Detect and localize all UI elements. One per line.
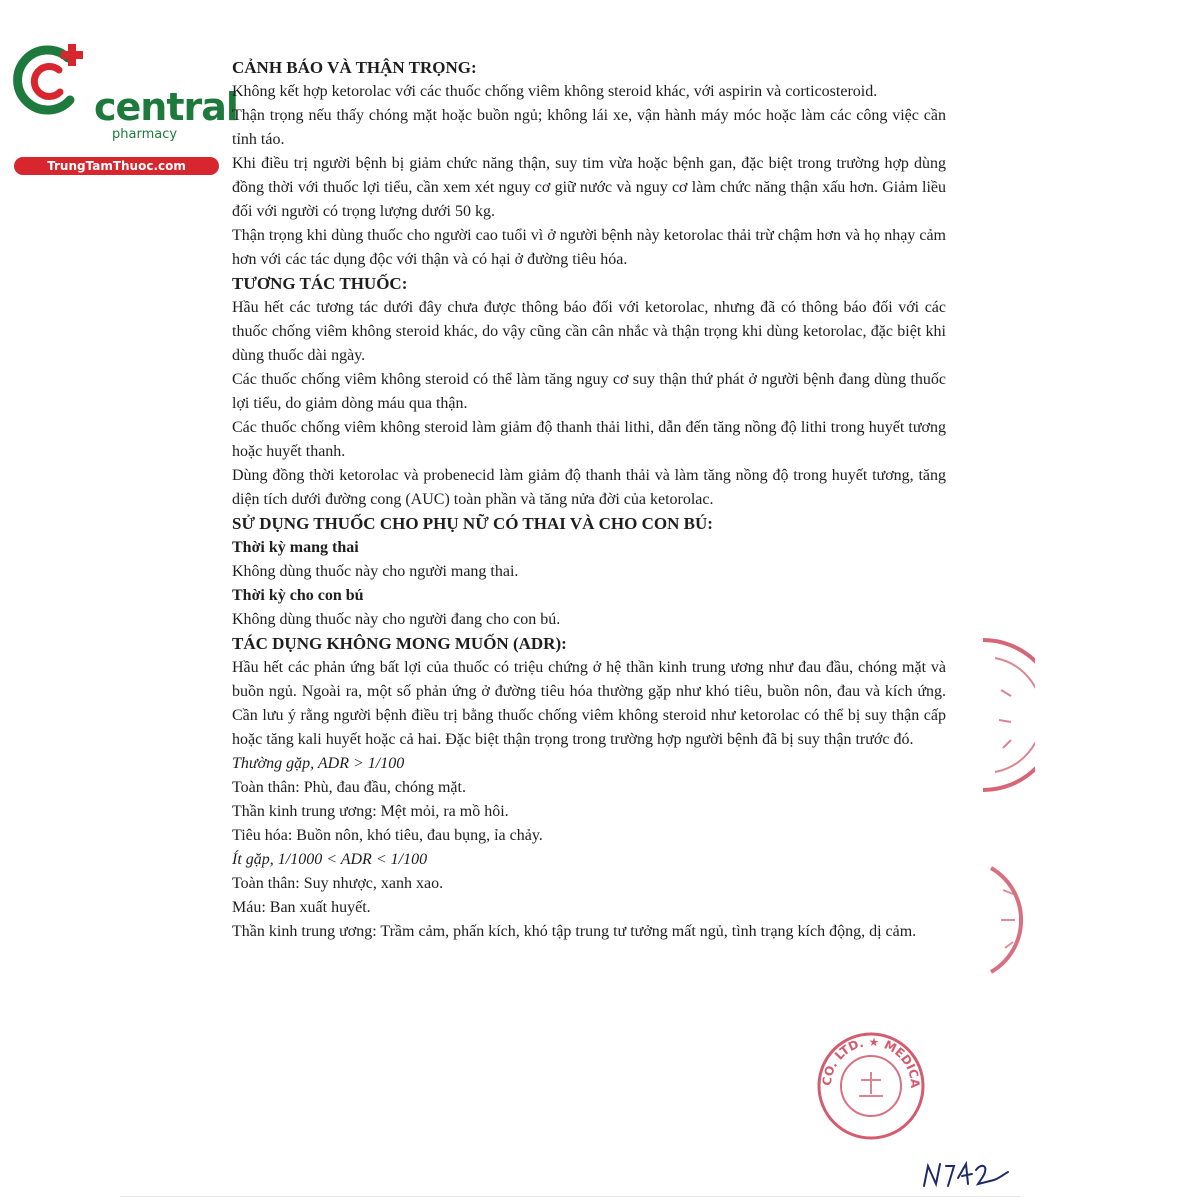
pharmacy-logo <box>10 40 238 173</box>
paragraph: Thận trọng nếu thấy chóng mặt hoặc buồn ngủ; không lái xe, vận hành máy móc hoặc làm các công việc cần tỉnh táo. <box>232 107 946 148</box>
frequency-label: Ít gặp, 1/1000 < ADR < 1/100 <box>232 851 428 868</box>
partial-seal-stamp-icon <box>985 860 1035 980</box>
paragraph: Các thuốc chống viêm không steroid làm giảm độ thanh thải lithi, dẫn đến tăng nồng độ lithi trong huyết tương hoặc huyết thanh. <box>232 419 946 460</box>
list-item: Thần kinh trung ương: Mệt mỏi, ra mồ hôi. <box>232 803 509 820</box>
paragraph: Không dùng thuốc này cho người đang cho con bú. <box>232 611 561 628</box>
section-heading: TƯƠNG TÁC THUỐC: <box>232 274 408 293</box>
logo-website-banner: TrungTamThuoc.com <box>14 157 219 175</box>
partial-seal-stamp-icon <box>975 630 1035 800</box>
paragraph: Không dùng thuốc này cho người mang thai. <box>232 563 519 580</box>
section-adverse-reactions <box>232 632 946 944</box>
paragraph: Hầu hết các tương tác dưới đây chưa được thông báo đối với ketorolac, nhưng đã có thông báo đối với các thuốc chống viêm không steroid khác, do vậy cũng cần cân nhắc và thận trọng khi dùng ketorolac, đặc biệt khi dùng thuốc dài ngày. <box>232 299 946 364</box>
section-interactions <box>232 272 946 512</box>
list-item: Toàn thân: Suy nhược, xanh xao. <box>232 875 444 892</box>
list-item: Toàn thân: Phù, đau đầu, chóng mặt. <box>232 779 466 796</box>
document-body <box>232 56 946 944</box>
seal-text: CO. LTD. ★ MEDICA <box>819 1034 923 1089</box>
paragraph: Dùng đồng thời ketorolac và probenecid làm giảm độ thanh thải và làm tăng nồng độ trong huyết tương, tăng diện tích dưới đường cong (AUC) toàn phần và tăng nửa đời của ketorolac. <box>232 467 946 508</box>
section-heading: TÁC DỤNG KHÔNG MONG MUỐN (ADR): <box>232 634 567 653</box>
list-item: Máu: Ban xuất huyết. <box>232 899 371 916</box>
logo-subtitle: pharmacy <box>112 127 178 142</box>
logo-mark-icon <box>10 40 90 120</box>
logo-name: central <box>94 85 238 129</box>
paragraph: Không kết hợp ketorolac với các thuốc chống viêm không steroid khác, với aspirin và corticosteroid. <box>232 83 878 100</box>
subheading: Thời kỳ mang thai <box>232 539 359 556</box>
paragraph: Thận trọng khi dùng thuốc cho người cao tuổi vì ở người bệnh này ketorolac thải trừ chậm hơn và họ nhạy cảm hơn với các tác dụng độc với thận và có hại ở đường tiêu hóa. <box>232 227 946 268</box>
frequency-label: Thường gặp, ADR > 1/100 <box>232 755 405 772</box>
section-pregnancy <box>232 512 946 632</box>
footer-divider <box>120 1196 1020 1197</box>
section-warnings <box>232 56 946 272</box>
section-heading: SỬ DỤNG THUỐC CHO PHỤ NỮ CÓ THAI VÀ CHO CON BÚ: <box>232 514 713 533</box>
list-item: Thần kinh trung ương: Trầm cảm, phấn kích, khó tập trung tư tưởng mất ngủ, tình trạng kích động, dị cảm. <box>232 923 917 940</box>
paragraph: Các thuốc chống viêm không steroid có thể làm tăng nguy cơ suy thận thứ phát ở người bệnh đang dùng thuốc lợi tiểu, do giảm dòng máu qua thận. <box>232 371 946 412</box>
section-heading: CẢNH BÁO VÀ THẬN TRỌNG: <box>232 58 477 77</box>
handwritten-signature <box>920 1158 1010 1192</box>
paragraph: Hầu hết các phản ứng bất lợi của thuốc có triệu chứng ở hệ thần kinh trung ương như đau đầu, chóng mặt và buồn ngủ. Ngoài ra, một số phản ứng ở đường tiêu hóa thường gặp như khó tiêu, buồn nôn, đau và kích ứng. Cần lưu ý rằng người bệnh điều trị bằng thuốc chống viêm không steroid như ketorolac có thể bị suy thận cấp hoặc tăng kali huyết hoặc cả hai. Đặc biệt thận trọng trong trường hợp người bệnh đã bị suy thận trước đó. <box>232 659 946 748</box>
company-seal-stamp <box>815 1030 927 1142</box>
list-item: Tiêu hóa: Buồn nôn, khó tiêu, đau bụng, ỉa chảy. <box>232 827 543 844</box>
paragraph: Khi điều trị người bệnh bị giảm chức năng thận, suy tim vừa hoặc bệnh gan, đặc biệt trong trường hợp dùng đồng thời với thuốc lợi tiểu, cần xem xét nguy cơ giữ nước và nguy cơ làm chức năng thận xấu hơn. Giảm liều đối với người có trọng lượng dưới 50 kg. <box>232 155 946 220</box>
subheading: Thời kỳ cho con bú <box>232 587 364 604</box>
